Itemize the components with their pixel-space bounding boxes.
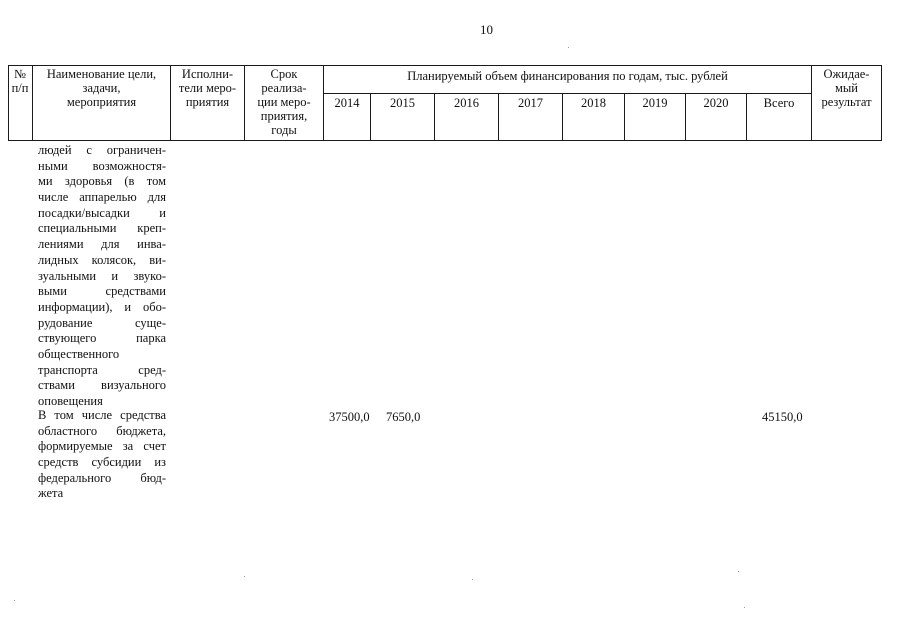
text-line: жета [38,486,64,501]
header-year-2018: 2018 [581,96,606,110]
text-line: информации), и обо- [38,299,166,314]
text-line: людей с ограничен- [38,143,166,157]
header-term: Срок реализа- ции меро- приятия, годы [257,67,311,137]
scan-speck [244,576,245,577]
page-number: 10 [480,22,493,37]
value-2014: 37500,0 [329,410,370,424]
text-line: зуальными и звуко- [38,268,166,283]
scan-speck [472,579,473,580]
text-line: средств субсидии из [38,455,166,470]
header-year-2014: 2014 [334,96,360,110]
col-border-right [881,65,882,141]
header-name: Наименование цели, задачи, мероприятия [46,67,157,109]
text-line: лидных колясок, ви- [38,252,166,267]
header-executors: Исполни- тели меро- приятия [178,67,237,109]
text-line: оповещения [38,394,103,408]
header-num: № п/п [11,67,29,95]
text-line: областного бюджета, [38,423,166,438]
header-year-2016: 2016 [454,96,479,110]
value-2015: 7650,0 [386,410,421,424]
header-result: Ожидае- мый результат [821,67,872,109]
text-line: посадки/высадки и [38,205,166,220]
header-year-2015: 2015 [390,96,415,110]
text-line: ными возможностя- [38,158,166,173]
scan-speck [568,47,569,48]
scan-speck [14,600,15,601]
scan-speck [738,571,739,572]
text-line: транспорта сред- [38,362,166,377]
value-total: 45150,0 [762,410,803,424]
header-year-2019: 2019 [642,96,668,110]
scan-speck [744,607,745,608]
text-line: числе аппарелью для [38,190,166,205]
header-year-2020: 2020 [703,96,729,110]
text-line: выми средствами [38,284,166,299]
header-financing: Планируемый объем финансирования по годам, тыс. рублей [407,69,728,83]
text-line: лениями для инва- [38,237,166,252]
header-year-2017: 2017 [518,96,543,110]
table-row-description [38,143,166,410]
table-row-regional-budget [38,408,166,502]
text-line: федерального бюд- [38,470,166,485]
text-line: формируемые за счет [38,439,166,454]
header-total: Всего [763,96,795,110]
text-line: ствующего парка [38,331,166,346]
text-line: специальными креп- [38,221,166,236]
text-line: общественного [38,346,120,361]
years-top-border [323,93,811,94]
header-bottom-border [8,140,882,141]
text-line: ствами визуального [38,378,166,393]
text-line: ми здоровья (в том [38,174,166,189]
text-line: рудование суще- [38,315,166,330]
text-line: В том числе средства [38,408,166,422]
header-top-border [8,65,882,66]
